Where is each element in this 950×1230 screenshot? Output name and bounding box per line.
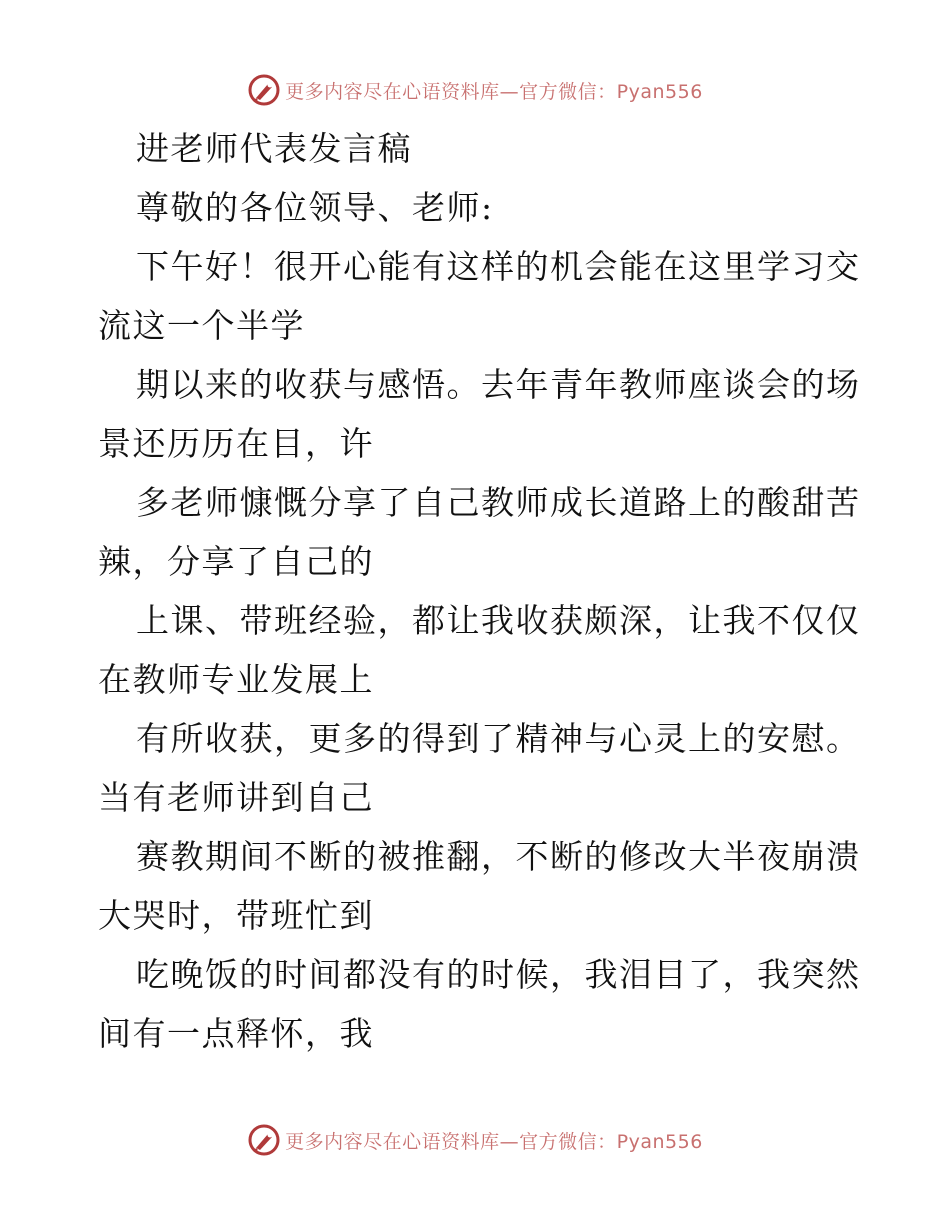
header-banner-text: 更多内容尽在心语资料库—官方微信：Pyan556: [285, 80, 703, 103]
document-body: [98, 119, 861, 1063]
paragraph-line: 大哭时，带班忙到: [98, 896, 374, 935]
paragraph-line: 下午好！很开心能有这样的机会能在这里学习交: [136, 247, 861, 286]
pen-logo-icon: [247, 1123, 281, 1157]
footer-banner-text: 更多内容尽在心语资料库—官方微信：Pyan556: [285, 1130, 703, 1153]
paragraph-line: 赛教期间不断的被推翻，不断的修改大半夜崩溃: [136, 837, 861, 876]
paragraph-line: 上课、带班经验，都让我收获颇深，让我不仅仅: [136, 601, 861, 640]
paragraph-line: 辣，分享了自己的: [98, 542, 374, 581]
paragraph-line: 期以来的收获与感悟。去年青年教师座谈会的场: [136, 365, 861, 404]
paragraph-line: 吃晚饭的时间都没有的时候，我泪目了，我突然: [136, 955, 861, 994]
salutation: 尊敬的各位领导、老师:: [136, 188, 494, 227]
paragraph-line: 当有老师讲到自己: [98, 778, 374, 817]
pen-logo-icon: [247, 73, 281, 107]
paragraph-line: 在教师专业发展上: [98, 660, 374, 699]
paragraph-line: 景还历历在目，许: [98, 424, 374, 463]
paragraph-line: 间有一点释怀，我: [98, 1014, 374, 1053]
document-title: 进老师代表发言稿: [136, 129, 412, 168]
paragraph-line: 有所收获，更多的得到了精神与心灵上的安慰。: [136, 719, 861, 758]
footer-banner: [0, 1120, 950, 1160]
paragraph-line: 多老师慷慨分享了自己教师成长道路上的酸甜苦: [136, 483, 861, 522]
header-banner: [0, 70, 950, 110]
paragraph-line: 流这一个半学: [98, 306, 305, 345]
